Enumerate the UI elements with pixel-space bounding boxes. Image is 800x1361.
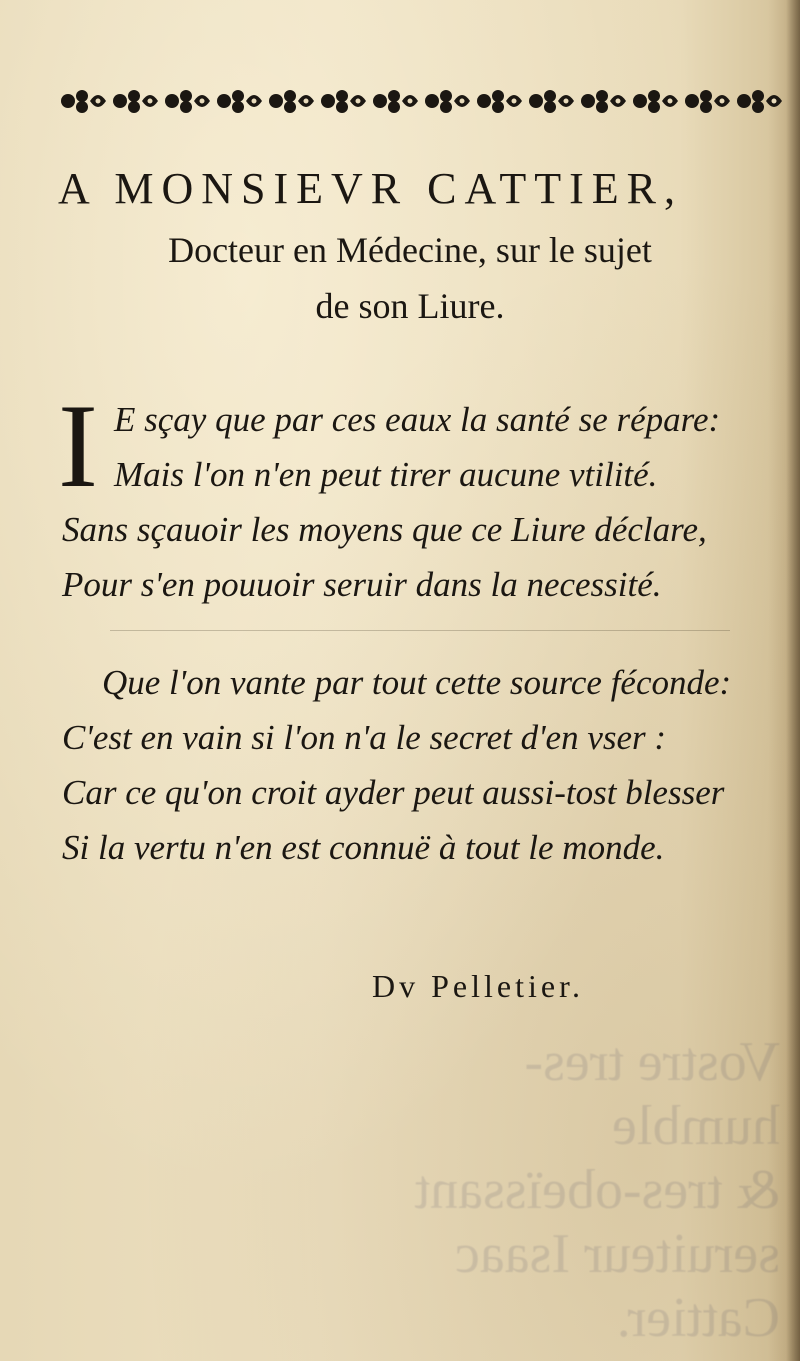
stanza-2 <box>62 655 792 875</box>
stanza-1 <box>62 392 792 612</box>
verse-line: Sans sçauoir les moyens que ce Liure déclare, <box>62 510 707 549</box>
author-signature: Dv Pelletier. <box>372 968 584 1004</box>
verse-line: E sçay que par ces eaux la santé se répare: <box>114 400 721 439</box>
title-subline-1: Docteur en Médecine, sur le sujet <box>168 230 652 270</box>
stanza-divider <box>110 630 730 631</box>
page-title: A MONSIEVR CATTIER, <box>58 164 684 213</box>
title-subline-2: de son Liure. <box>315 286 505 326</box>
drop-cap: I <box>58 379 98 512</box>
verse-line: Que l'on vante par tout cette source féconde: <box>102 663 732 702</box>
printers-ornament-band <box>58 84 786 118</box>
verse-line: C'est en vain si l'on n'a le secret d'en vser : <box>62 718 667 757</box>
verse-line: Mais l'on n'en peut tirer aucune vtilité. <box>114 455 658 494</box>
verse-line: Car ce qu'on croit ayder peut aussi-tost blesser <box>62 773 725 812</box>
verse-line: Pour s'en pouuoir seruir dans la necessité. <box>62 565 662 604</box>
show-through-text: Vostre tres-humble & tres-obeïssant seruiteur Isaac Cattier. <box>414 1031 780 1349</box>
verse-line: Si la vertu n'en est connuë à tout le monde. <box>62 828 665 867</box>
